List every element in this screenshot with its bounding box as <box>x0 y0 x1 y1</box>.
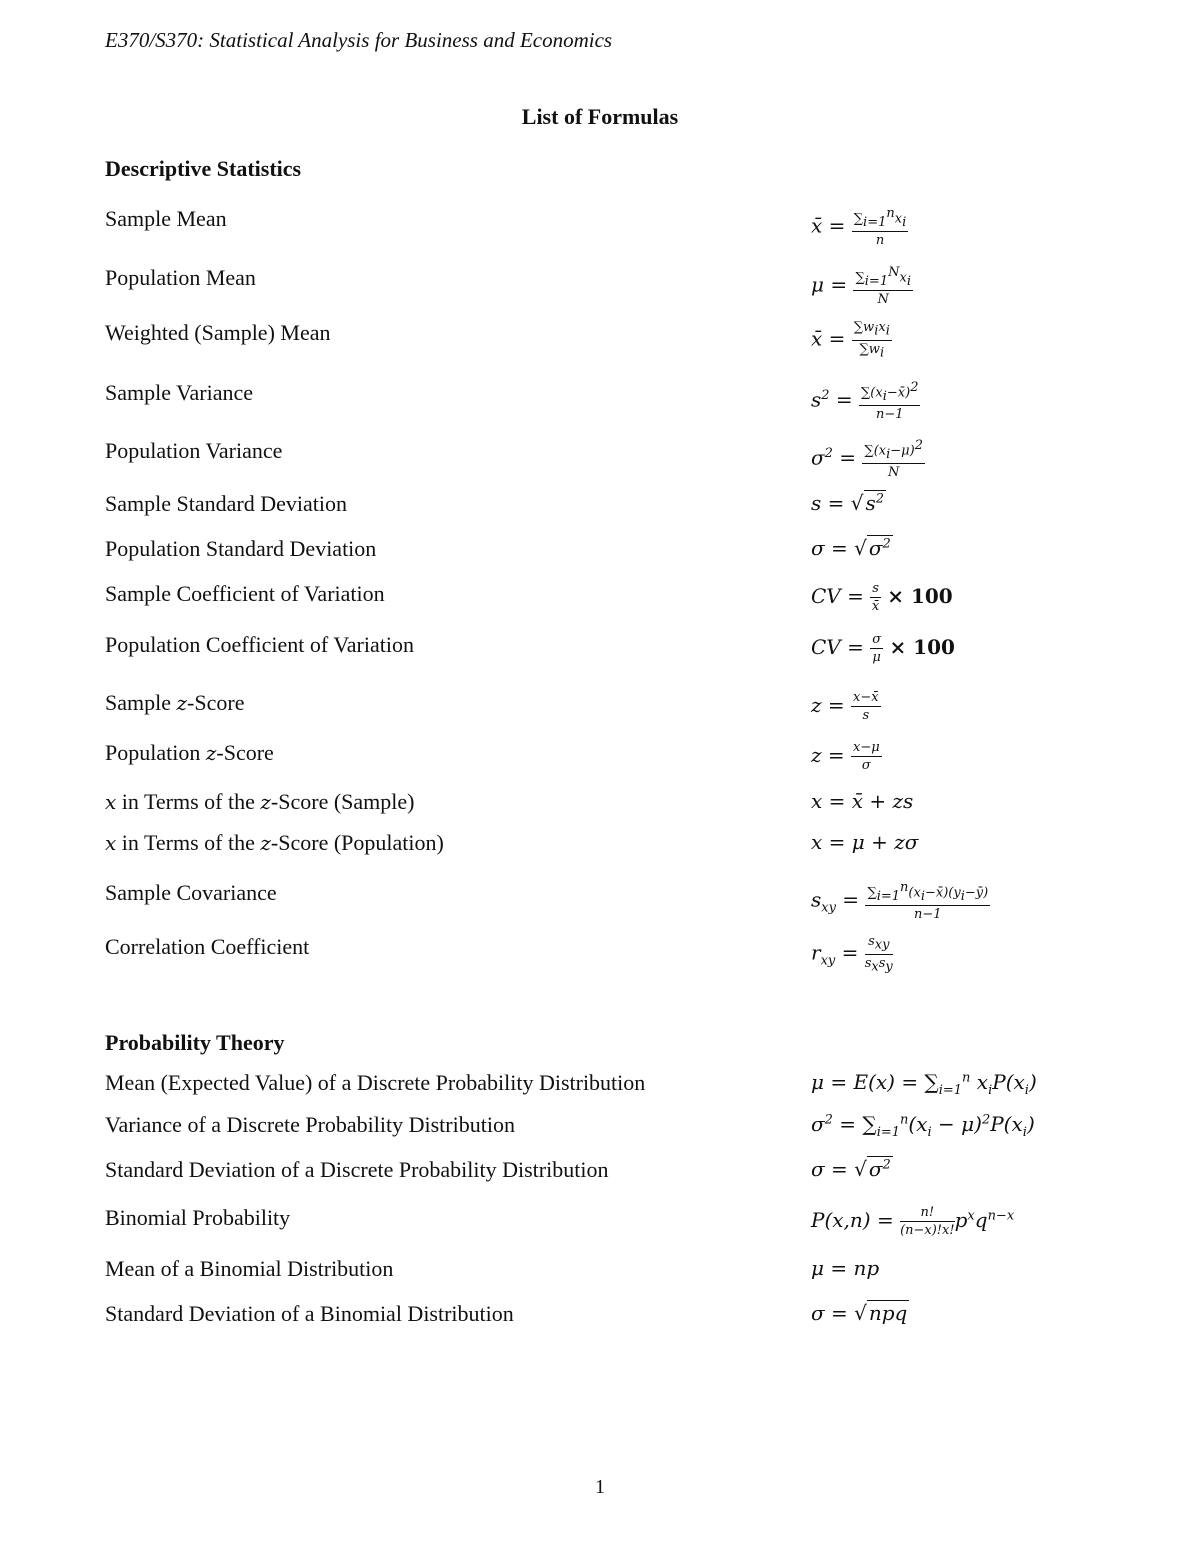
page-number: 1 <box>595 1476 605 1498</box>
document-title: List of Formulas <box>521 104 679 129</box>
formula-expression: σ = √ $\sigma^2$ <box>811 536 891 560</box>
formula-label: x in Terms of the z-Score (Sample) <box>105 789 415 814</box>
formula-expression: μ = np <box>811 1256 880 1280</box>
formula-expression: μ = $\frac{\sum_{i=1}^Nx_i}{N}$ <box>811 265 911 307</box>
formula-label: Variance of a Discrete Probability Distribution <box>105 1112 515 1137</box>
formula-row-population-mean <box>105 265 1105 305</box>
formula-label: Sample Covariance <box>105 880 277 905</box>
formula-row-correlation-coefficient <box>105 934 1105 974</box>
formula-label: Mean (Expected Value) of a Discrete Probability Distribution <box>105 1070 646 1095</box>
formula-label: Weighted (Sample) Mean <box>105 320 331 345</box>
formula-expression: $r_{xy}$ = $\frac{s_{xy}}{s_xs_y}$ <box>811 934 893 975</box>
formula-row-x-from-z-population <box>105 830 1105 870</box>
formula-expression: s = √ $s^2$ <box>811 491 885 515</box>
formula-label: Binomial Probability <box>105 1205 291 1230</box>
formula-expression: x̄ = $\frac{\sum_{i=1}^nx_i}{n}$ <box>811 206 907 248</box>
formula-label: Sample Standard Deviation <box>105 491 347 516</box>
formula-row-population-z-score <box>105 740 1105 780</box>
formula-row-sample-z-score <box>105 690 1105 730</box>
formula-row-discrete-standard-deviation <box>105 1157 1105 1197</box>
section-heading-descriptive-statistics: Descriptive Statistics <box>105 156 302 181</box>
formula-label: Population Variance <box>105 438 283 463</box>
formula-label: Sample z-Score <box>105 690 245 715</box>
formula-row-sample-variance <box>105 380 1105 420</box>
formula-row-population-standard-deviation <box>105 536 1105 576</box>
formula-label: Mean of a Binomial Distribution <box>105 1256 394 1281</box>
page-header: E370/S370: Statistical Analysis for Business and Economics <box>105 28 613 52</box>
formula-label: x in Terms of the z-Score (Population) <box>105 830 444 855</box>
formula-label: Population Standard Deviation <box>105 536 377 561</box>
formula-row-population-coefficient-of-variation <box>105 632 1105 672</box>
formula-row-population-variance <box>105 438 1105 478</box>
formula-expression: P(x,n) = $\frac{n!}{(n-x)!x!}$ $p^xq^{n-x}$ <box>811 1205 1015 1238</box>
formula-expression: $\mu = E(x) = \sum_{i=1}^n$ $x_iP(x_i)$ <box>811 1070 1037 1098</box>
formula-expression: x̄ = $\frac{\sum w_ix_i}{\sum w_i}$ <box>811 320 890 361</box>
formula-row-sample-coefficient-of-variation <box>105 581 1105 621</box>
formula-label: Standard Deviation of a Discrete Probability Distribution <box>105 1157 609 1182</box>
formula-label: Correlation Coefficient <box>105 934 310 959</box>
formula-expression: $s^2$ = $\frac{\sum(x_i-x̄)^2}{n-1}$ <box>811 380 919 422</box>
formula-row-sample-standard-deviation <box>105 491 1105 531</box>
formula-label: Sample Coefficient of Variation <box>105 581 385 606</box>
formula-row-binomial-standard-deviation <box>105 1301 1105 1341</box>
formula-expression: z = $\frac{x-x̄}{s}$ <box>811 690 879 723</box>
formula-label: Population z-Score <box>105 740 274 765</box>
formula-expression: σ = √ npq <box>811 1301 908 1325</box>
formula-row-binomial-probability <box>105 1205 1105 1245</box>
section-heading-probability-theory: Probability Theory <box>105 1030 285 1055</box>
formula-label: Standard Deviation of a Binomial Distribution <box>105 1301 514 1326</box>
formula-row-sample-covariance <box>105 880 1105 920</box>
formula-label: Population Mean <box>105 265 256 290</box>
formula-expression: $\sigma^2$ = $\frac{\sum(x_i-\mu)^2}{N}$ <box>811 438 923 480</box>
formula-row-discrete-variance <box>105 1112 1105 1152</box>
formula-row-sample-mean <box>105 206 1105 246</box>
formula-expression: $s_{xy}$ = $\frac{\sum_{i=1}^n(x_i-x̄)(y_i-ȳ)}{n-1}$ <box>811 880 989 922</box>
formula-expression: x = x̄ + zs <box>811 789 914 813</box>
formula-row-x-from-z-sample <box>105 789 1105 829</box>
formula-label: Sample Variance <box>105 380 254 405</box>
formula-label: Population Coefficient of Variation <box>105 632 414 657</box>
formula-label: Sample Mean <box>105 206 227 231</box>
formula-row-weighted-mean <box>105 320 1105 360</box>
formula-row-binomial-mean <box>105 1256 1105 1296</box>
formula-expression: σ = √ $\sigma^2$ <box>811 1157 891 1181</box>
formula-expression: CV = $\frac{\sigma}{\mu}$ × 100 <box>811 632 955 665</box>
formula-expression: x = μ + zσ <box>811 830 919 854</box>
formula-row-discrete-mean <box>105 1070 1105 1110</box>
formula-expression: CV = $\frac{s}{x̄}$ × 100 <box>811 581 953 614</box>
formula-expression: $\sigma^2 = \sum_{i=1}^n(x_i - \mu)^2P(x_i)$ <box>811 1112 1035 1140</box>
formula-expression: z = $\frac{x-\mu}{\sigma}$ <box>811 740 880 773</box>
